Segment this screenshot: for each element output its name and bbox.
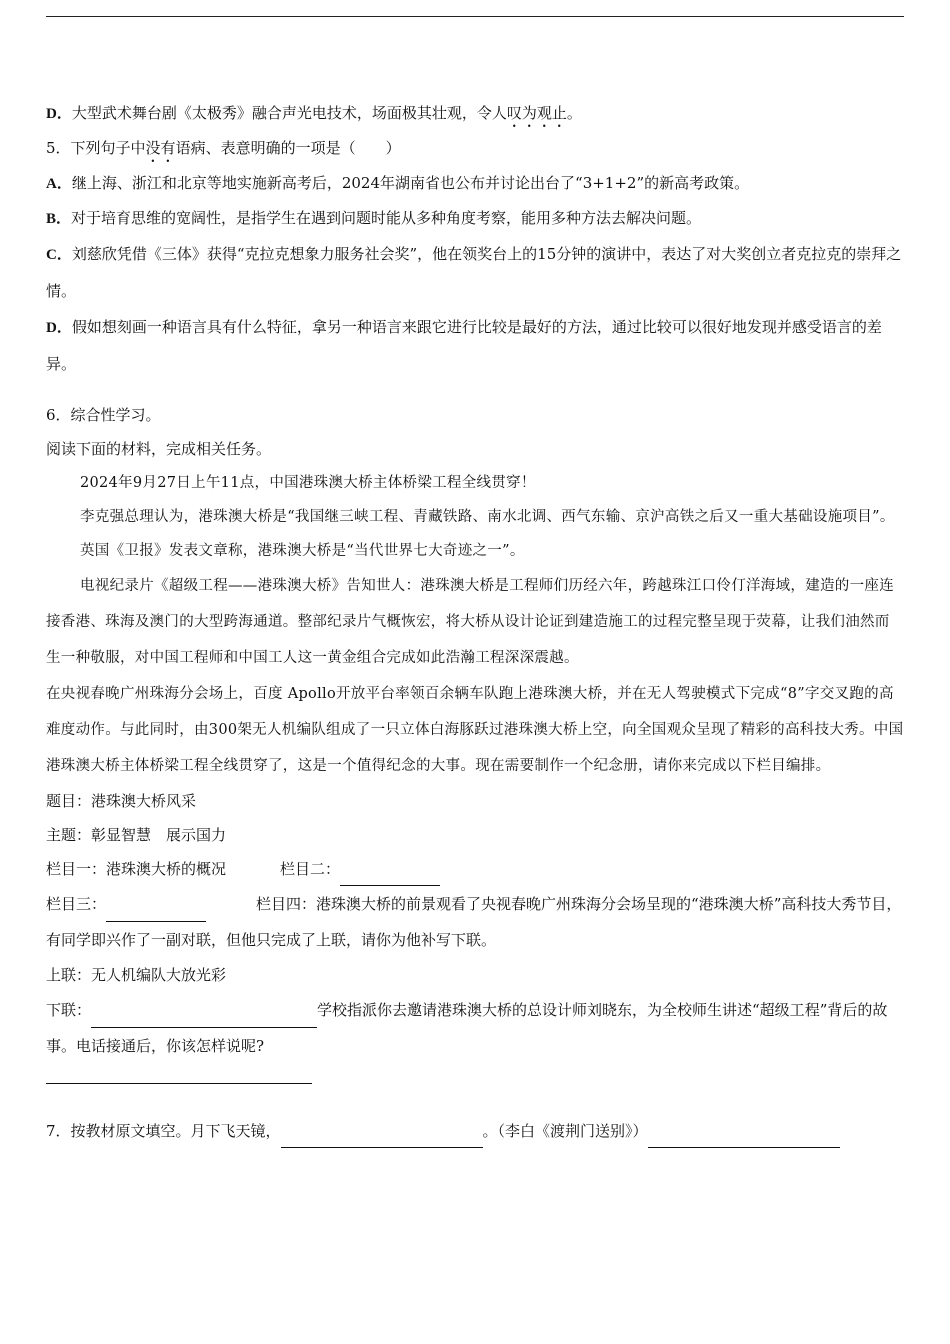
couplet-lower bbox=[46, 992, 904, 1064]
q7-blank-1[interactable] bbox=[281, 1129, 483, 1148]
material-5: 在央视春晚广州珠海分会场上，百度 Apollo开放平台率领百余辆车队跑上港珠澳大桥，并在无人驾驶模式下完成“8”字交叉跑的高难度动作。与此同时，由300架无人机编队组成了一只立体白海豚跃过港珠澳大桥上空，向全国观众呈现了精彩的高科技大秀。中国港珠澳大桥主体桥梁工程全线贯穿了，这是一个值得纪念的大事。现在需要制作一个纪念册，请你来完成以下栏目编排。 bbox=[46, 686, 904, 774]
couplet-lower-blank[interactable] bbox=[91, 1009, 317, 1028]
spacer bbox=[46, 382, 904, 398]
stem-text-end: 语病、表意明确的一项是（ ） bbox=[175, 139, 401, 157]
column-2-answer-blank[interactable] bbox=[340, 867, 440, 886]
column-3-answer-blank[interactable] bbox=[106, 903, 206, 922]
document-body bbox=[46, 96, 904, 1148]
option-text: 刘慈欣凭借《三体》获得“克拉克想象力服务社会奖”，他在领奖台上的15分钟的演讲中，表达了对大奖创立者克拉克的崇拜之情。 bbox=[46, 245, 902, 300]
dotted-text: 叹为观止 bbox=[506, 104, 567, 122]
q7-blank-2[interactable] bbox=[648, 1129, 840, 1148]
q6-columns-row bbox=[46, 852, 904, 886]
stem-text: 5．下列句子中 bbox=[46, 139, 146, 157]
q6-columns-row-2 bbox=[46, 886, 904, 958]
column-1-label: 栏目一：港珠澳大桥的概况 bbox=[46, 860, 227, 878]
phone-task-text: 学校指派你去邀请港珠澳大桥的总设计师刘晓东，为全校师生讲述“超级工程”背后的故事。电话接通后，你该怎样说呢? bbox=[46, 1001, 888, 1055]
material-3: 英国《卫报》发表文章称，港珠澳大桥是“当代世界七大奇迹之一”。 bbox=[80, 543, 525, 559]
option-letter: C． bbox=[46, 247, 72, 263]
material-1: 2024年9月27日上午11点，中国港珠澳大桥主体桥梁工程全线贯穿！ bbox=[80, 475, 536, 491]
q6-topic: 题目：港珠澳大桥风采 bbox=[46, 792, 197, 810]
q4-option-d bbox=[46, 96, 904, 131]
q5-option-c bbox=[46, 236, 904, 309]
material-2: 李克强总理认为，港珠澳大桥是“我国继三峡工程、青藏铁路、南水北调、西气东输、京沪高铁之后又一重大基础设施项目”。 bbox=[80, 509, 895, 525]
option-text-end: 。 bbox=[566, 104, 582, 122]
q5-option-b bbox=[46, 201, 904, 236]
column-4-text: 栏目四：港珠澳大桥的前景观看了央视春晚广州珠海分会场呈现的“港珠澳大桥”高科技大秀节目，有同学即兴作了一副对联，但他只完成了上联，请你为他补写下联。 bbox=[46, 895, 902, 949]
option-text: 对于培育思维的宽阔性，是指学生在遇到问题时能从多种角度考察，能用多种方法去解决问题。 bbox=[71, 209, 702, 227]
q5-option-a bbox=[46, 166, 904, 201]
option-letter: D． bbox=[46, 106, 72, 122]
option-text: 大型武术舞台剧《太极秀》融合声光电技术，场面极其壮观，令人 bbox=[71, 104, 507, 122]
option-letter: B． bbox=[46, 211, 72, 227]
option-text: 假如想刻画一种语言具有什么特征，拿另一种语言来跟它进行比较是最好的方法，通过比较可以很好地发现并感受语言的差异。 bbox=[46, 318, 882, 373]
couplet-upper: 上联：无人机编队大放光彩 bbox=[46, 966, 227, 984]
q6-intro: 阅读下面的材料，完成相关任务。 bbox=[46, 440, 272, 458]
lower-label: 下联： bbox=[46, 1001, 92, 1019]
material-4: 电视纪录片《超级工程——港珠澳大桥》告知世人：港珠澳大桥是工程师们历经六年，跨越珠江口伶仃洋海域，建造的一座连接香港、珠海及澳门的大型跨海通道。整部纪录片气概恢宏，将大桥从设计论证到建造施工的过程完整呈现于荧幕，让我们油然而生一种敬服，对中国工程师和中国工人这一黄金组合完成如此浩瀚工程深深震越。 bbox=[46, 578, 894, 666]
q7-source: 。（李白《渡荆门送别》） bbox=[482, 1122, 648, 1140]
option-letter: D． bbox=[46, 320, 72, 336]
phone-answer-line[interactable] bbox=[46, 1082, 312, 1084]
dotted-text: 没有 bbox=[145, 139, 176, 157]
q6-title: 6．综合性学习。 bbox=[46, 406, 161, 424]
q5-stem bbox=[46, 131, 904, 166]
option-text: 继上海、浙江和北京等地实施新高考后，2024年湖南省也公布并讨论出台了“3+1+2”的新高考政策。 bbox=[71, 174, 750, 192]
header-rule bbox=[46, 16, 904, 17]
column-2-label: 栏目二： bbox=[280, 860, 341, 878]
q7 bbox=[46, 1114, 904, 1148]
column-3-label: 栏目三： bbox=[46, 895, 107, 913]
spacer bbox=[46, 1092, 904, 1114]
q5-option-d bbox=[46, 309, 904, 382]
option-letter: A． bbox=[46, 176, 72, 192]
q7-text: 7．按教材原文填空。月下飞天镜， bbox=[46, 1122, 281, 1140]
q6-theme: 主题：彰显智慧 展示国力 bbox=[46, 826, 227, 844]
